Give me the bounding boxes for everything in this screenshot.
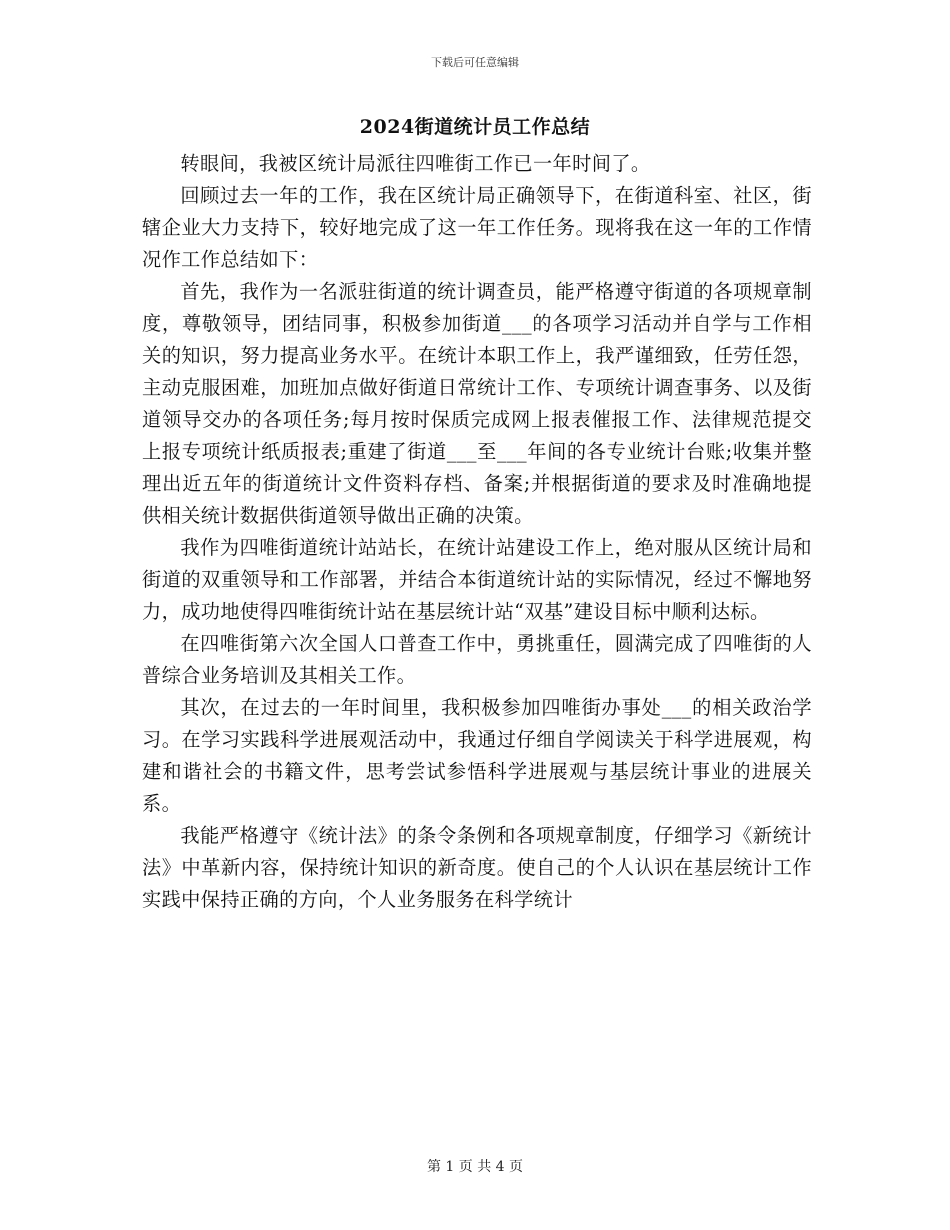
paragraph: 回顾过去一年的工作，我在区统计局正确领导下，在街道科室、社区，街辖企业大力支持下，较好地完成了这一年工作任务。现将我在这一年的工作情况作工作总结如下： [142,184,812,271]
paragraph: 我能严格遵守《统计法》的条令条例和各项规章制度，仔细学习《新统计法》中革新内容，保持统计知识的新奇度。使自己的个人认识在基层统计工作实践中保持正确的方向，个人业务服务在科学统计 [142,824,812,911]
header-note: 下载后可任意编辑 [431,56,519,69]
paragraph: 其次，在过去的一年时间里，我积极参加四唯街办事处___的相关政治学习。在学习实践科学进展观活动中，我通过仔细自学阅读关于科学进展观，构建和谐社会的书籍文件，思考尝试参悟科学进展观与基层统计事业的进展关系。 [142,696,812,815]
page-number-footer: 第 1 页 共 4 页 [426,1159,524,1175]
document-title: 2024街道统计员工作总结 [359,116,591,138]
paragraph: 我作为四唯街道统计站站长，在统计站建设工作上，绝对服从区统计局和街道的双重领导和工作部署，并结合本街道统计站的实际情况，经过不懈地努力，成功地使得四唯街统计站在基层统计站“双基”建设目标中顺利达标。 [142,536,812,623]
paragraph: 首先，我作为一名派驻街道的统计调查员，能严格遵守街道的各项规章制度，尊敬领导，团结同事，积极参加街道___的各项学习活动并自学与工作相关的知识，努力提高业务水平。在统计本职工作上，我严谨细致，任劳任怨，主动克服困难，加班加点做好街道日常统计工作、专项统计调查事务、以及街道领导交办的各项任务;每月按时保质完成网上报表催报工作、法律规范提交上报专项统计纸质报表;重建了街道___至___年间的各专业统计台账;收集并整理出近五年的街道统计文件资料存档、备案;并根据街道的要求及时准确地提供相关统计数据供街道领导做出正确的决策。 [142,280,812,527]
paragraph: 转眼间，我被区统计局派往四唯街工作已一年时间了。 [180,152,651,175]
paragraph: 在四唯街第六次全国人口普查工作中，勇挑重任，圆满完成了四唯街的人普综合业务培训及其相关工作。 [142,632,812,687]
document-body [142,148,812,916]
